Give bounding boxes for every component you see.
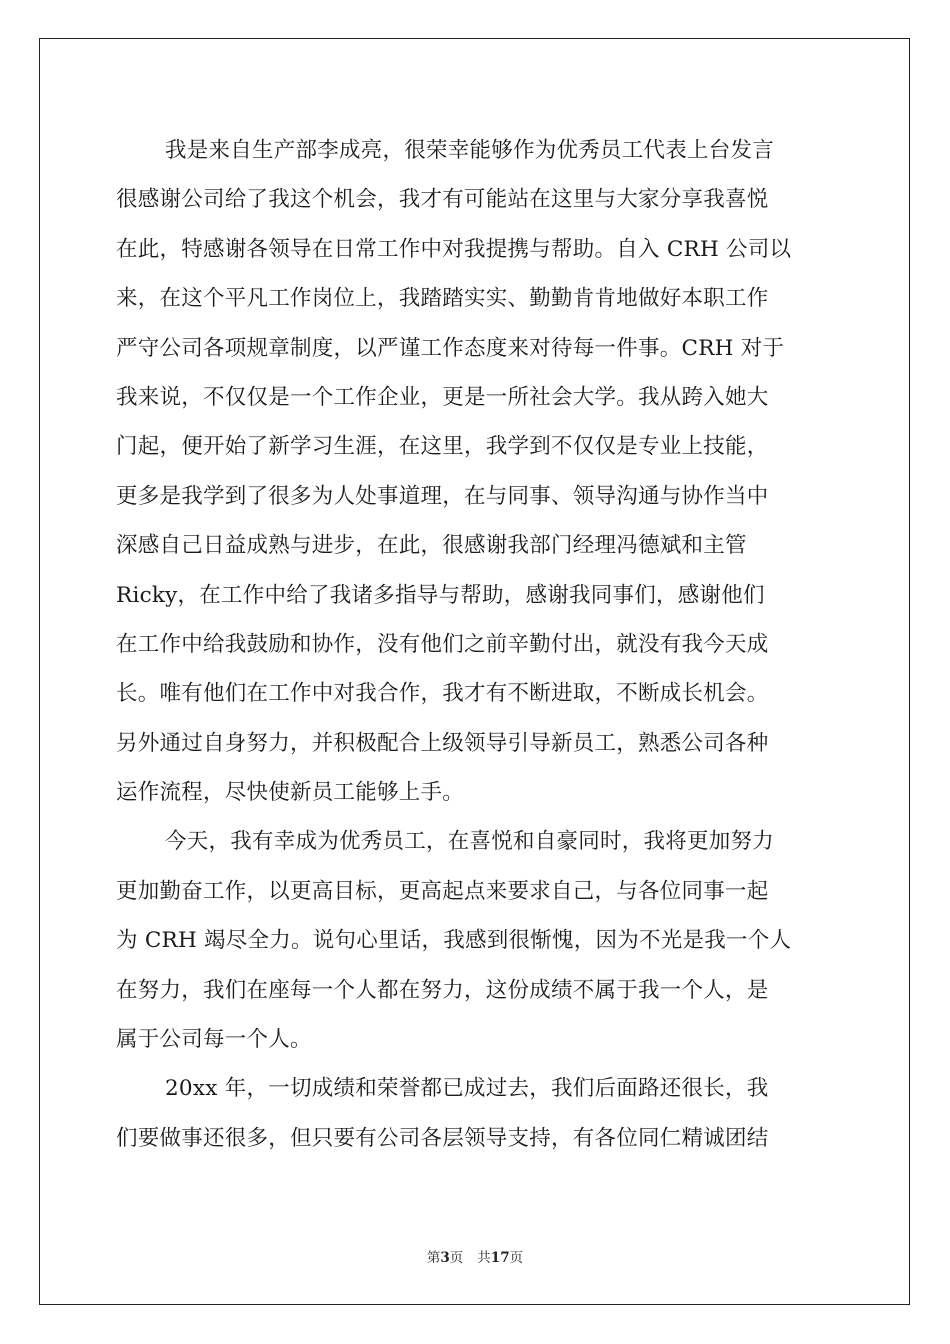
paragraph-line: Ricky，在工作中给了我诸多指导与帮助，感谢我同事们，感谢他们 [116, 582, 765, 608]
page-number-prefix: 第 [426, 1250, 441, 1266]
paragraph-line: 在此，特感谢各领导在日常工作中对我提携与帮助。自入 CRH 公司以 [116, 236, 792, 262]
paragraph-line: 在工作中给我鼓励和协作，没有他们之前辛勤付出，就没有我今天成 [116, 631, 769, 657]
paragraph-line: 今天，我有幸成为优秀员工，在喜悦和自豪同时，我将更加努力 [165, 829, 775, 855]
paragraph-line: 运作流程，尽快使新员工能够上手。 [116, 780, 465, 806]
paragraph-line: 20xx 年，一切成绩和荣誉都已成过去，我们后面路还很长，我 [165, 1076, 769, 1102]
paragraph-line: 在努力，我们在座每一个人都在努力，这份成绩不属于我一个人，是 [116, 977, 769, 1003]
paragraph-line: 长。唯有他们在工作中对我合作，我才有不断进取，不断成长机会。 [116, 681, 769, 707]
paragraph-line: 我来说，不仅仅是一个工作企业，更是一所社会大学。我从跨入她大 [116, 384, 769, 410]
paragraph-line: 来，在这个平凡工作岗位上，我踏踏实实、勤勤肯肯地做好本职工作 [116, 286, 769, 312]
total-pages-prefix: 共 [477, 1250, 491, 1266]
page-number-suffix: 页 [449, 1250, 464, 1266]
paragraph-line: 为 CRH 竭尽全力。说句心里话，我感到很惭愧，因为不光是我一个人 [116, 928, 792, 954]
paragraph-line: 门起，便开始了新学习生涯，在这里，我学到不仅仅是专业上技能， [116, 434, 769, 460]
document-body [116, 126, 832, 1163]
paragraph-line: 更加勤奋工作，以更高目标，更高起点来要求自己，与各位同事一起 [116, 878, 769, 904]
paragraph-line: 严守公司各项规章制度，以严谨工作态度来对待每一件事。CRH 对于 [116, 335, 785, 361]
paragraph-line: 更多是我学到了很多为人处事道理，在与同事、领导沟通与协作当中 [116, 483, 769, 509]
paragraph-line: 另外通过自身努力，并积极配合上级领导引导新员工，熟悉公司各种 [116, 730, 769, 756]
paragraph-line: 深感自己日益成熟与进步，在此，很感谢我部门经理冯德斌和主管 [116, 533, 747, 559]
page-footer [0, 1246, 950, 1266]
total-pages: 17 [490, 1250, 510, 1266]
page-number: 3 [440, 1250, 450, 1266]
paragraph-line: 属于公司每一个人。 [116, 1027, 312, 1053]
paragraph-line: 我是来自生产部李成亮，很荣幸能够作为优秀员工代表上台发言 [165, 138, 775, 163]
paragraph-line: 们要做事还很多，但只要有公司各层领导支持，有各位同仁精诚团结 [116, 1125, 769, 1151]
paragraph-line: 很感谢公司给了我这个机会，我才有可能站在这里与大家分享我喜悦 [116, 187, 769, 213]
total-pages-suffix: 页 [509, 1250, 524, 1266]
